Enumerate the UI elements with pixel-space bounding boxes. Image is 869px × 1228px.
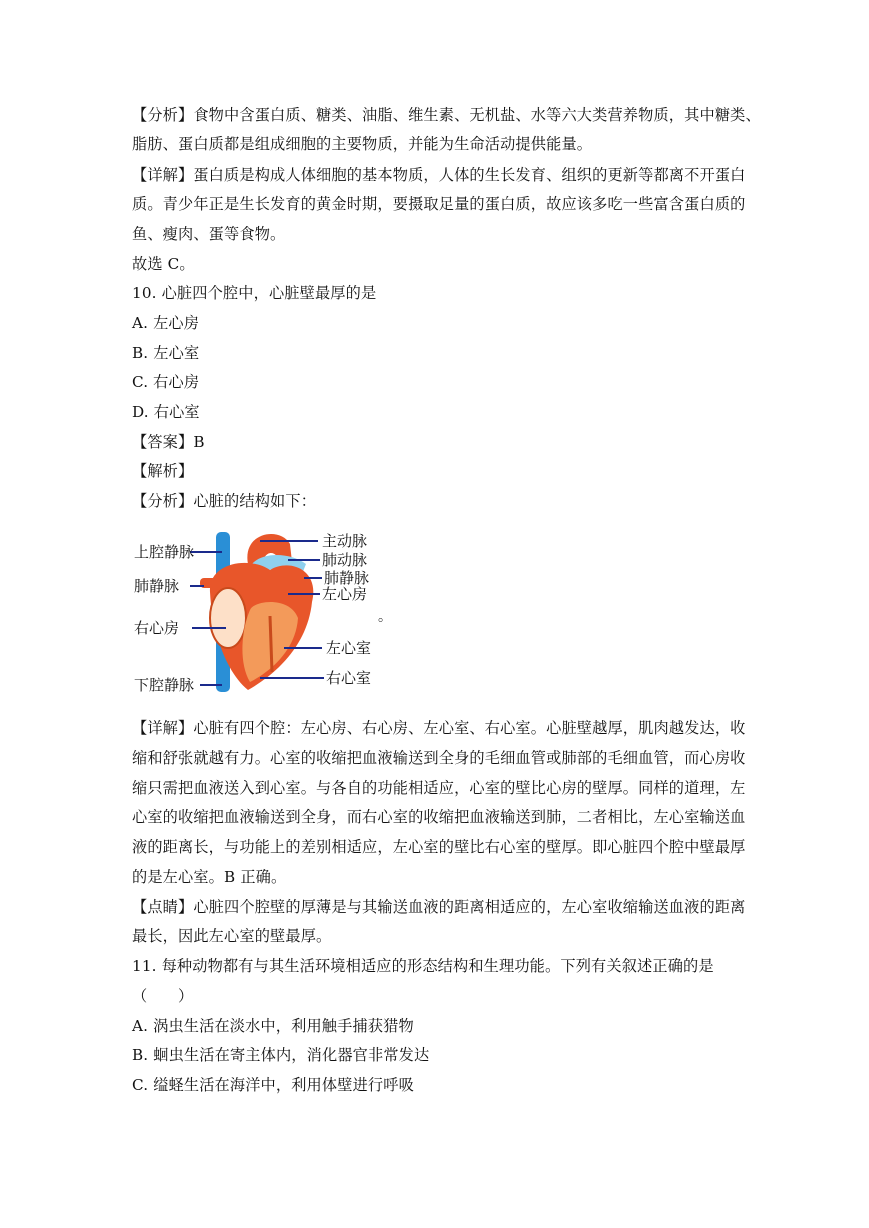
text-line: 的是左心室。B 正确。 xyxy=(132,868,287,886)
label-inferior-vena-cava: 下腔静脉 xyxy=(134,676,195,694)
label-right-atrium: 右心房 xyxy=(134,619,180,637)
text-line: 心室的收缩把血液输送到全身，而右心室的收缩把血液输送到肺，二者相比，左心室输送血 xyxy=(132,808,746,826)
label-left-atrium: 左心房 xyxy=(322,585,368,603)
option-d: D. 右心室 xyxy=(132,403,200,421)
label-superior-vena-cava: 上腔静脉 xyxy=(134,543,195,561)
text-line: 【分析】食物中含蛋白质、糖类、油脂、维生素、无机盐、水等六大类营养物质，其中糖类、 xyxy=(132,106,761,124)
text-line: 缩和舒张就越有力。心室的收缩把血液输送到全身的毛细血管或肺部的毛细血管，而心房收 xyxy=(132,749,746,767)
text-line: 缩只需把血液送入到心室。与各自的功能相适应，心室的壁比心房的壁厚。同样的道理，左 xyxy=(132,779,746,797)
option-c: C. 右心房 xyxy=(132,373,200,391)
septum-shape xyxy=(270,616,272,672)
label-right-ventricle: 右心室 xyxy=(326,669,372,687)
option-a: A. 左心房 xyxy=(132,314,200,332)
text-line: 质。青少年正是生长发育的黄金时期，要摄取足量的蛋白质，故应该多吃一些富含蛋白质的 xyxy=(132,195,746,213)
answer-blank: （ ） xyxy=(132,987,194,1005)
label-pulmonary-vein-right: 肺静脉 xyxy=(324,569,370,587)
label-pulmonary-vein-left: 肺静脉 xyxy=(134,577,180,595)
text-line: 【分析】心脏的结构如下： xyxy=(132,492,317,510)
option-b: B. 左心室 xyxy=(132,344,200,362)
text-line: 鱼、瘦肉、蛋等食物。 xyxy=(132,225,286,243)
question-10: 10. 心脏四个腔中，心脏壁最厚的是 xyxy=(132,284,377,302)
option-a: A. 涡虫生活在淡水中，利用触手捕获猎物 xyxy=(132,1017,414,1035)
question-11: 11. 每种动物都有与其生活环境相适应的形态结构和生理功能。下列有关叙述正确的是 xyxy=(132,957,714,975)
heart-diagram xyxy=(130,522,390,702)
label-pulmonary-artery: 肺动脉 xyxy=(322,551,368,569)
text-line: 【详解】心脏有四个腔：左心房、右心房、左心室、右心室。心脏壁越厚，肌肉越发达，收 xyxy=(132,719,746,737)
figure-trailing-mark: 。 xyxy=(378,609,392,625)
text-line: 【详解】蛋白质是构成人体细胞的基本物质，人体的生长发育、组织的更新等都离不开蛋白 xyxy=(132,166,746,184)
analysis-heading: 【解析】 xyxy=(132,462,194,480)
option-c: C. 缢蛏生活在海洋中，利用体壁进行呼吸 xyxy=(132,1076,414,1094)
label-aorta: 主动脉 xyxy=(322,532,368,550)
text-line: 故选 C。 xyxy=(132,255,195,273)
text-line: 脂肪、蛋白质都是组成细胞的主要物质，并能为生命活动提供能量。 xyxy=(132,135,593,153)
text-line: 液的距离长，与功能上的差别相适应，左心室的壁比右心室的壁厚。即心脏四个腔中壁最厚 xyxy=(132,838,746,856)
option-b: B. 蛔虫生活在寄主体内，消化器官非常发达 xyxy=(132,1046,430,1064)
text-line: 最长，因此左心室的壁最厚。 xyxy=(132,927,332,945)
right-atrium-chamber xyxy=(210,588,246,648)
text-line: 【点睛】心脏四个腔壁的厚薄是与其输送血液的距离相适应的，左心室收缩输送血液的距离 xyxy=(132,898,746,916)
answer-line: 【答案】B xyxy=(132,433,205,451)
label-left-ventricle: 左心室 xyxy=(326,639,372,657)
